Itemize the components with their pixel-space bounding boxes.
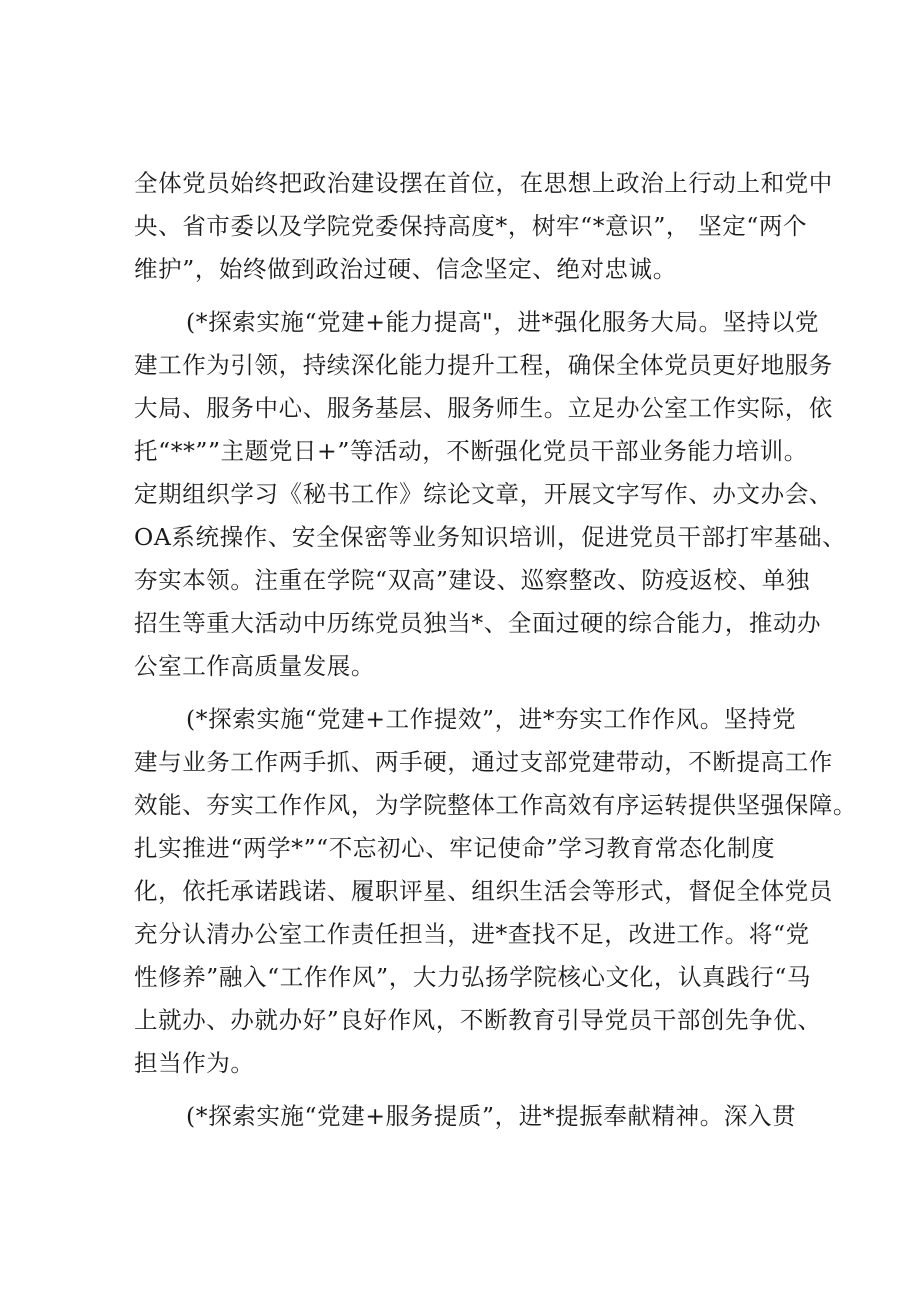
paragraph-2-line-9: 公室工作高质量发展。	[134, 652, 375, 680]
paragraph-3-line-1: (*探索实施“党建+工作提效”，进*夯实工作作风。坚持党	[186, 705, 797, 733]
paragraph-3-line-8: 上就办、办就办好”良好作风，不断教育引导党员干部创先争优、	[134, 1006, 822, 1034]
paragraph-2-line-2: 建工作为引领，持续深化能力提升工程，确保全体党员更好地服务	[134, 351, 833, 379]
paragraph-1-line-1: 全体党员始终把政治建设摆在首位，在思想上政治上行动上和党中	[134, 169, 833, 197]
paragraph-2-line-4: 托“**””主题党日+”等活动，不断强化党员干部业务能力培训。	[134, 437, 808, 465]
paragraph-3-line-3: 效能、夯实工作作风，为学院整体工作高效有序运转提供坚强保障。	[134, 791, 857, 819]
paragraph-3-line-9: 担当作为。	[134, 1049, 255, 1077]
paragraph-2-line-7: 夯实本领。注重在学院“双高”建设、巡察整改、防疫返校、单独	[134, 566, 810, 594]
paragraph-1-line-3: 维护”，始终做到政治过硬、信念坚定、绝对忠诚。	[134, 255, 677, 283]
paragraph-2-line-5: 定期组织学习《秘书工作》综论文章，开展文字写作、办文办会、	[134, 480, 833, 508]
paragraph-2-line-6: OA系统操作、安全保密等业务知识培训，促进党员干部打牢基础、	[134, 523, 847, 551]
paragraph-1-line-2: 央、省市委以及学院党委保持高度*，树牢“*意识”， 坚定“两个	[134, 212, 808, 240]
paragraph-3-line-6: 充分认清办公室工作责任担当，进*查找不足，改进工作。将“党	[134, 920, 810, 948]
paragraph-3-line-7: 性修养”融入“工作作风”，大力弘扬学院核心文化，认真践行“马	[134, 963, 812, 991]
paragraph-2-line-3: 大局、服务中心、服务基层、服务师生。立足办公室工作实际，依	[134, 394, 833, 422]
paragraph-3-line-4: 扎实推进“两学*”“不忘初心、牢记使命”学习教育常态化制度	[134, 834, 776, 862]
paragraph-2-line-1: (*探索实施“党建+能力提高"，进*强化服务大局。坚持以党	[186, 308, 820, 336]
paragraph-4-line-1: (*探索实施“党建+服务提质”，进*提振奉献精神。深入贯	[186, 1102, 797, 1130]
paragraph-3-line-2: 建与业务工作两手抓、两手硬，通过支部党建带动，不断提高工作	[134, 748, 833, 776]
paragraph-3-line-5: 化，依托承诺践诺、履职评星、组织生活会等形式，督促全体党员	[134, 877, 833, 905]
paragraph-2-line-8: 招生等重大活动中历练党员独当*、全面过硬的综合能力，推动办	[134, 609, 822, 637]
